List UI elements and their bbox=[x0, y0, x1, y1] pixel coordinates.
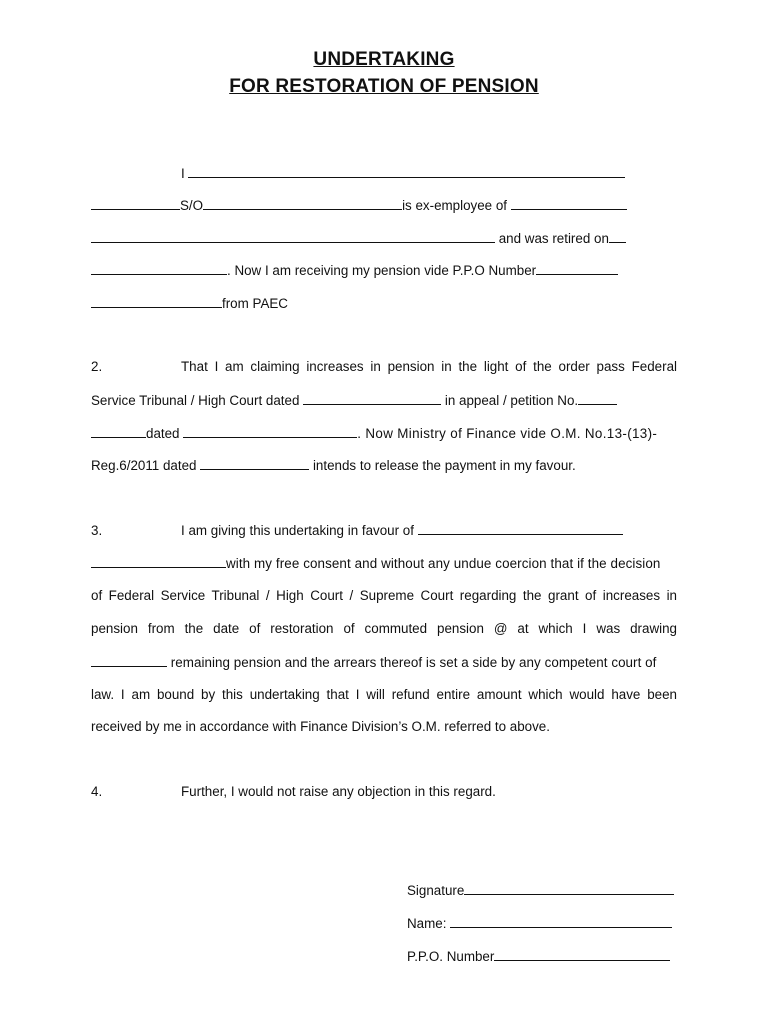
intro-i-label: I bbox=[181, 166, 185, 181]
para2-text-1: That I am claiming increases in pension in the light of the order pass Federal bbox=[181, 359, 677, 374]
retired-on-label: and was retired on bbox=[498, 231, 609, 246]
para2-line-1 bbox=[91, 359, 677, 375]
favour-of-blank[interactable] bbox=[418, 522, 623, 535]
so-label: S/O bbox=[180, 198, 204, 213]
tribunal-date-blank[interactable] bbox=[303, 392, 441, 405]
para3-line-3 bbox=[91, 588, 677, 604]
ppo-number-blank[interactable] bbox=[536, 262, 618, 275]
petition-number-blank[interactable] bbox=[578, 392, 617, 405]
para3-text-6: law. I am bound by this undertaking that I will refund entire amount which would have been bbox=[91, 687, 677, 702]
para2-text-2a: Service Tribunal / High Court dated bbox=[91, 393, 300, 408]
retired-date-blank[interactable] bbox=[609, 230, 626, 243]
para3-text-3: of Federal Service Tribunal / High Court / Supreme Court regarding the grant of increases in bbox=[91, 588, 677, 603]
para2-line-3 bbox=[91, 425, 677, 442]
employer-blank[interactable] bbox=[511, 197, 627, 210]
name-blank[interactable] bbox=[188, 165, 625, 178]
para4-number: 4. bbox=[91, 784, 103, 799]
blank-1[interactable] bbox=[91, 197, 180, 210]
para2-text-3b: . Now Ministry of Finance vide O.M. No.13-(13)- bbox=[357, 426, 658, 441]
para2-text-2b: in appeal / petition No. bbox=[444, 393, 579, 408]
ppo-continued-blank[interactable] bbox=[91, 295, 222, 308]
om-date-blank[interactable] bbox=[200, 457, 309, 470]
intro-line-1 bbox=[91, 165, 677, 182]
para3-text-2: with my free consent and without any undue coercion that if the decision bbox=[226, 556, 661, 571]
employer-continued-blank[interactable] bbox=[91, 230, 495, 243]
petition-date-blank[interactable] bbox=[183, 425, 357, 438]
para2-text-3a: dated bbox=[146, 426, 180, 441]
para2-number: 2. bbox=[91, 359, 103, 374]
para2-line-4 bbox=[91, 457, 677, 474]
document-title-line-2: FOR RESTORATION OF PENSION bbox=[229, 76, 539, 97]
intro-line-5 bbox=[91, 295, 677, 312]
retired-date-continued-blank[interactable] bbox=[91, 262, 227, 275]
para3-number: 3. bbox=[91, 523, 103, 538]
petition-continued-blank[interactable] bbox=[91, 425, 146, 438]
para3-text-4: pension from the date of restoration of commuted pension @ at which I was drawing bbox=[91, 621, 677, 636]
para4-line bbox=[91, 784, 677, 800]
signature-label: Signature bbox=[407, 883, 465, 898]
para3-text-5: remaining pension and the arrears thereof is set a side by any competent court of bbox=[170, 655, 657, 670]
favour-continued-blank[interactable] bbox=[91, 555, 226, 568]
para2-text-4b: intends to release the payment in my favour. bbox=[312, 458, 576, 473]
para3-text-7: received by me in accordance with Finance Division’s O.M. referred to above. bbox=[91, 719, 550, 734]
signature-line bbox=[407, 882, 674, 899]
intro-line-2 bbox=[91, 197, 677, 214]
name-label: Name: bbox=[407, 916, 447, 931]
para3-line-6 bbox=[91, 687, 677, 703]
para3-text-1: I am giving this undertaking in favour of bbox=[181, 523, 414, 538]
signature-blank[interactable] bbox=[464, 882, 674, 895]
para3-line-2 bbox=[91, 555, 677, 572]
intro-line-4 bbox=[91, 262, 677, 279]
para2-line-2 bbox=[91, 392, 677, 409]
father-name-blank[interactable] bbox=[203, 197, 402, 210]
name-line bbox=[407, 915, 672, 932]
intro-line-3 bbox=[91, 230, 677, 247]
para3-line-1 bbox=[91, 522, 677, 539]
para3-line-5 bbox=[91, 654, 677, 671]
para3-line-7 bbox=[91, 719, 677, 735]
para3-line-4 bbox=[91, 621, 677, 637]
document-title-line-1: UNDERTAKING bbox=[313, 49, 455, 70]
para4-text: Further, I would not raise any objection in this regard. bbox=[181, 784, 496, 799]
signatory-ppo-blank[interactable] bbox=[494, 948, 670, 961]
ex-employee-label: is ex-employee of bbox=[402, 198, 508, 213]
signatory-name-blank[interactable] bbox=[450, 915, 672, 928]
receiving-label: . Now I am receiving my pension vide P.P.O Number bbox=[227, 263, 537, 278]
drawing-amount-blank[interactable] bbox=[91, 654, 167, 667]
from-paec-label: from PAEC bbox=[222, 296, 288, 311]
para2-text-4a: Reg.6/2011 dated bbox=[91, 458, 197, 473]
ppo-line bbox=[407, 948, 670, 965]
ppo-label: P.P.O. Number bbox=[407, 949, 495, 964]
